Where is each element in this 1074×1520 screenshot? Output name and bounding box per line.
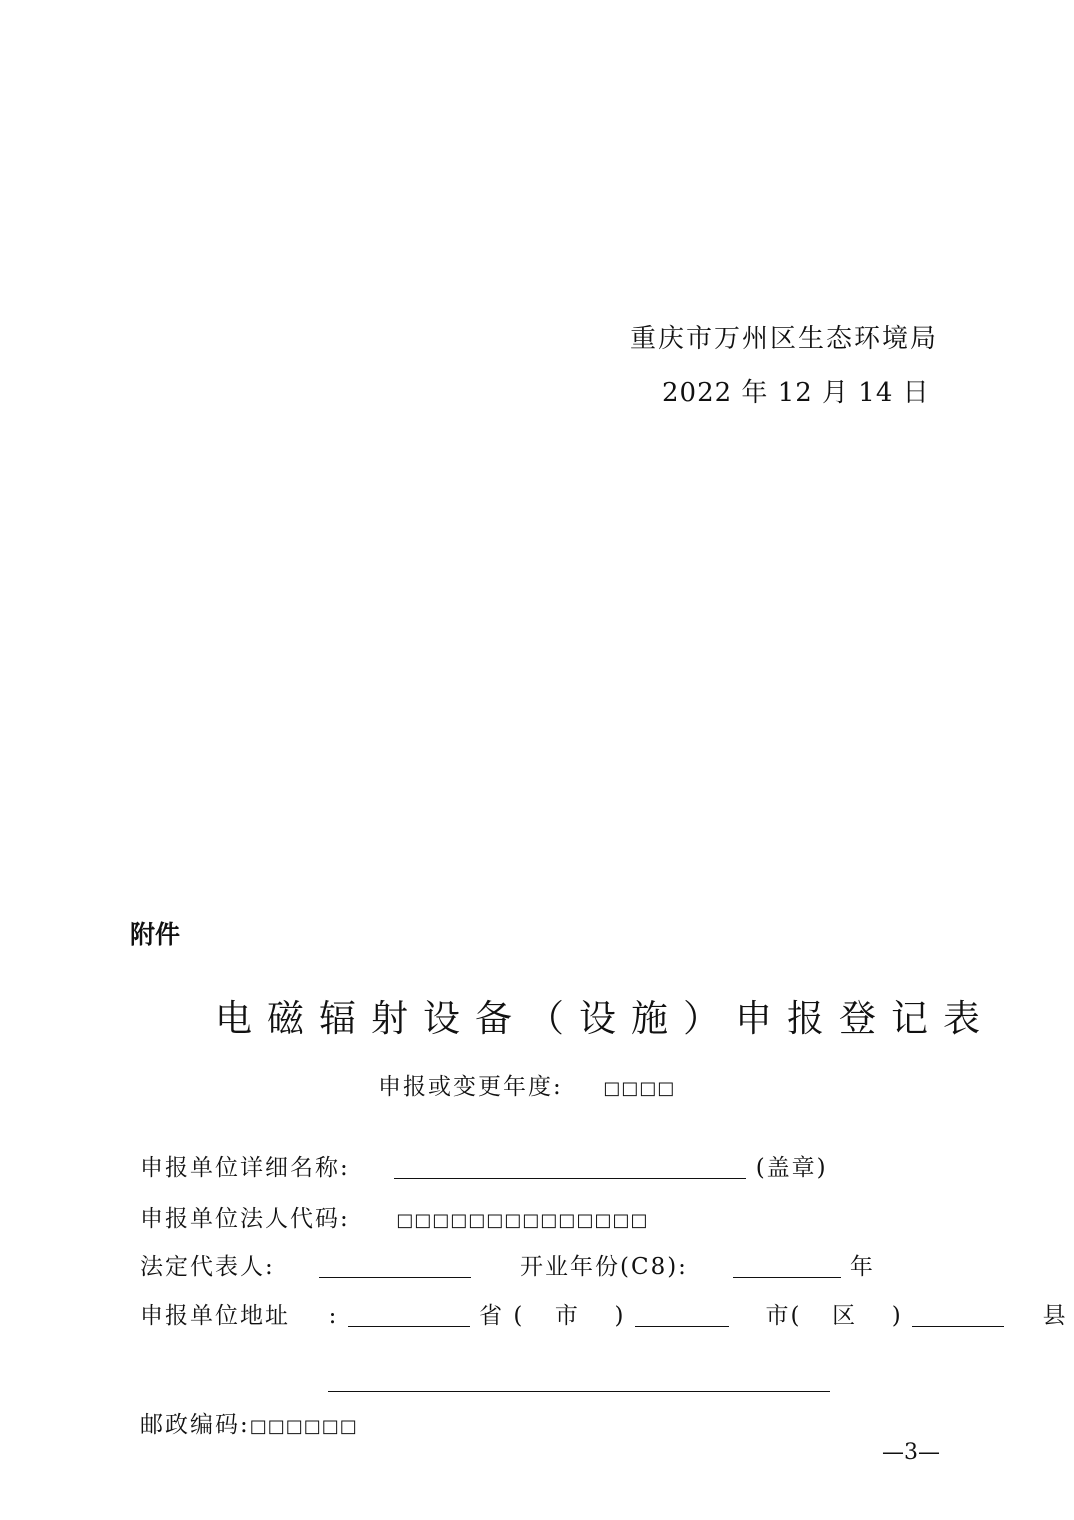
legal-code-boxes[interactable]: □□□□□□□□□□□□□□ bbox=[396, 1210, 649, 1231]
postal-boxes[interactable]: □□□□□□ bbox=[249, 1416, 358, 1437]
paren-close: ) bbox=[614, 1303, 626, 1329]
open-year-label: 开业年份(C8): bbox=[520, 1254, 688, 1280]
city-in-paren: 市 bbox=[554, 1303, 580, 1329]
form-title: 电磁辐射设备（设施）申报登记表 bbox=[215, 997, 995, 1040]
unit-name-row bbox=[140, 1149, 828, 1182]
address-colon: : bbox=[328, 1303, 339, 1329]
report-year-line bbox=[378, 1068, 675, 1101]
county-label: 县 bbox=[1042, 1303, 1068, 1329]
postal-label: 邮政编码: bbox=[140, 1412, 250, 1438]
open-year-field[interactable] bbox=[733, 1253, 841, 1278]
district-label: 区 bbox=[832, 1303, 858, 1329]
representative-field[interactable] bbox=[319, 1253, 471, 1278]
address-label: 申报单位地址 bbox=[140, 1303, 290, 1329]
legal-code-row bbox=[140, 1200, 648, 1233]
address-row bbox=[140, 1297, 1068, 1330]
representative-label: 法定代表人: bbox=[140, 1254, 275, 1280]
issue-date: 2022 年 12 月 14 日 bbox=[662, 378, 930, 408]
issuer-name: 重庆市万州区生态环境局 bbox=[630, 324, 939, 354]
postal-row bbox=[140, 1406, 358, 1439]
report-year-boxes[interactable]: □□□□ bbox=[603, 1078, 676, 1099]
page-number: —3— bbox=[882, 1440, 940, 1465]
representative-row bbox=[140, 1248, 875, 1281]
report-year-label: 申报或变更年度: bbox=[378, 1074, 563, 1100]
year-unit: 年 bbox=[849, 1254, 875, 1280]
paren-open: ( bbox=[513, 1303, 525, 1329]
province-field[interactable] bbox=[348, 1302, 470, 1327]
paren-close-2: ) bbox=[891, 1303, 903, 1329]
district-field[interactable] bbox=[912, 1302, 1004, 1327]
address-detail-line[interactable] bbox=[328, 1391, 830, 1392]
city-field[interactable] bbox=[635, 1302, 729, 1327]
unit-name-field[interactable] bbox=[394, 1154, 746, 1179]
attachment-label: 附件 bbox=[130, 920, 181, 949]
seal-note: (盖章) bbox=[755, 1155, 828, 1181]
unit-name-label: 申报单位详细名称: bbox=[140, 1155, 350, 1181]
city-label: 市( bbox=[765, 1303, 802, 1329]
province-label: 省 bbox=[479, 1303, 504, 1329]
legal-code-label: 申报单位法人代码: bbox=[140, 1206, 350, 1232]
